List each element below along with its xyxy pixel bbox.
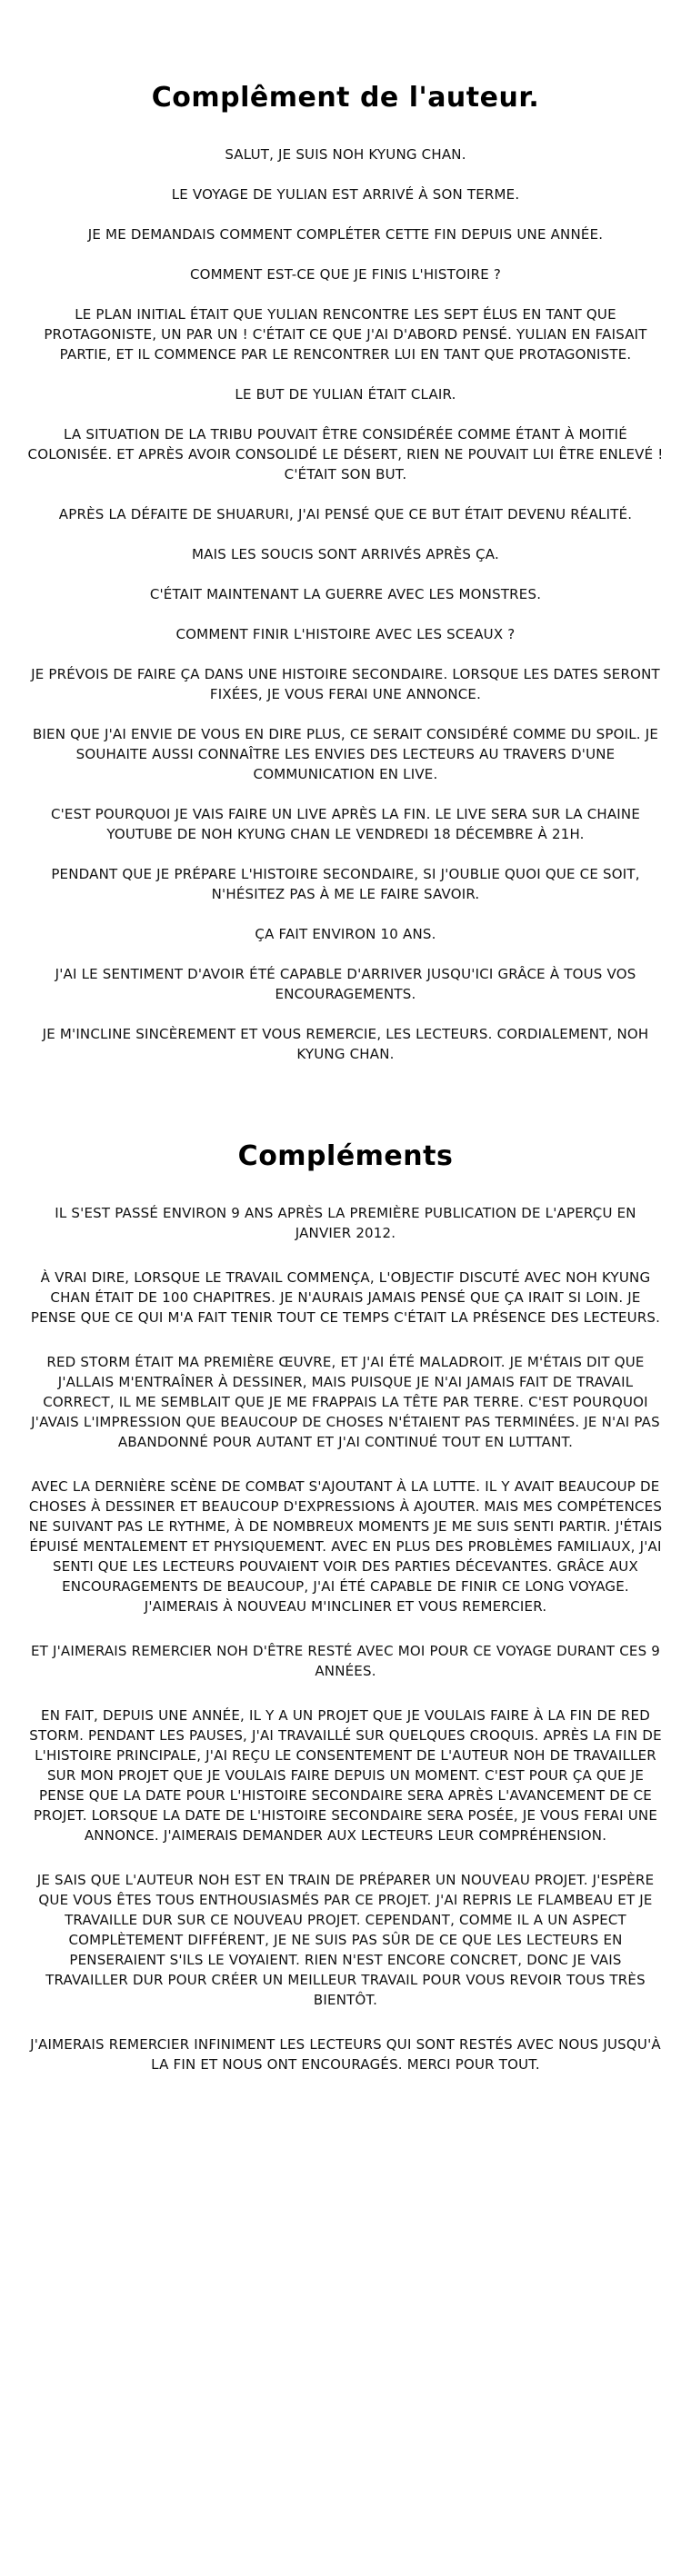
complements-paragraph: À VRAI DIRE, LORSQUE LE TRAVAIL COMMENÇA, L'OBJECTIF DISCUTÉ AVEC NOH KYUNG CHAN ÉTAIT DE 100 CHAPITRES. JE N'AURAIS JAMAIS PENSÉ QUE ÇA IRAIT SI LOIN. JE PENSE QUE CE QUI M'A FAIT TENIR TOUT CE TEMPS C'ÉTAIT LA PRÉSENCE DES LECTEURS. xyxy=(30,1269,661,1326)
author-paragraph: SALUT, JE SUIS NOH KYUNG CHAN. xyxy=(225,146,466,163)
complements-paragraph: AVEC LA DERNIÈRE SCÈNE DE COMBAT S'AJOUTANT À LA LUTTE. IL Y AVAIT BEAUCOUP DE CHOSES À DESSINER ET BEAUCOUP D'EXPRESSIONS À AJOUTER. MAIS MES COMPÉTENCES NE SUIVANT PAS LE RYTHME, À DE NOMBREUX MOMENTS JE ME SUIS SENTI PARTIR. J'ÉTAIS ÉPUISÉ MENTALEMENT ET PHYSIQUEMENT. AVEC EN PLUS DES PROBLÈMES FAMILIAUX, J'AI SENTI QUE LES LECTEURS POUVAIENT VOIR DES PARTIES DÉCEVANTES. GRÂCE AUX ENCOURAGEMENTS DE BEAUCOUP, J'AI ÉTÉ CAPABLE DE FINIR CE LONG VOYAGE. J'AIMERAIS À NOUVEAU M'INCLINER ET VOUS REMERCIER. xyxy=(28,1478,663,1615)
complements-title: Compléments xyxy=(237,1140,454,1172)
author-paragraph: J'AI LE SENTIMENT D'AVOIR ÉTÉ CAPABLE D'ARRIVER JUSQU'ICI GRÂCE À TOUS VOS ENCOURAGEMENTS. xyxy=(55,966,636,1002)
author-note-title: Complêment de l'auteur. xyxy=(151,82,540,114)
author-paragraph: C'ÉTAIT MAINTENANT LA GUERRE AVEC LES MONSTRES. xyxy=(149,586,542,602)
author-paragraph: LE PLAN INITIAL ÉTAIT QUE YULIAN RENCONTRE LES SEPT ÉLUS EN TANT QUE PROTAGONISTE, UN PAR UN ! C'ÉTAIT CE QUE J'AI D'ABORD PENSÉ. YULIAN EN FAISAIT PARTIE, ET IL COMMENCE PAR LE RENCONTRER LUI EN TANT QUE PROTAGONISTE. xyxy=(44,306,647,363)
author-paragraph: BIEN QUE J'AI ENVIE DE VOUS EN DIRE PLUS, CE SERAIT CONSIDÉRÉ COMME DU SPOIL. JE SOUHAITE AUSSI CONNAÎTRE LES ENVIES DES LECTEURS AU TRAVERS D'UNE COMMUNICATION EN LIVE. xyxy=(32,726,659,782)
complements-section xyxy=(0,1140,691,2099)
author-paragraph: PENDANT QUE JE PRÉPARE L'HISTOIRE SECONDAIRE, SI J'OUBLIE QUOI QUE CE SOIT, N'HÉSITEZ PAS À ME LE FAIRE SAVOIR. xyxy=(51,866,640,902)
author-paragraph: APRÈS LA DÉFAITE DE SHUARURI, J'AI PENSÉ QUE CE BUT ÉTAIT DEVENU RÉALITÉ. xyxy=(58,506,633,522)
complements-paragraph: EN FAIT, DEPUIS UNE ANNÉE, IL Y A UN PROJET QUE JE VOULAIS FAIRE À LA FIN DE RED STORM. PENDANT LES PAUSES, J'AI TRAVAILLÉ SUR QUELQUES CROQUIS. APRÈS LA FIN DE L'HISTOIRE PRINCIPALE, J'AI REÇU LE CONSENTEMENT DE L'AUTEUR NOH DE TRAVAILLER SUR MON PROJET QUE JE VOULAIS FAIRE DEPUIS UN MOMENT. C'EST POUR ÇA QUE JE PENSE QUE LA DATE POUR L'HISTOIRE SECONDAIRE SERA APRÈS L'AVANCEMENT DE CE PROJET. LORSQUE LA DATE DE L'HISTOIRE SECONDAIRE SERA POSÉE, JE VOUS FERAI UNE ANNONCE. J'AIMERAIS DEMANDER AUX LECTEURS LEUR COMPRÉHENSION. xyxy=(29,1707,662,1844)
author-paragraph: MAIS LES SOUCIS SONT ARRIVÉS APRÈS ÇA. xyxy=(192,546,499,562)
author-paragraph: LE VOYAGE DE YULIAN EST ARRIVÉ À SON TERME. xyxy=(171,186,520,203)
complements-paragraph: J'AIMERAIS REMERCIER INFINIMENT LES LECTEURS QUI SONT RESTÉS AVEC NOUS JUSQU'À LA FIN ET NOUS ONT ENCOURAGÉS. MERCI POUR TOUT. xyxy=(30,2036,661,2073)
complements-paragraph: ET J'AIMERAIS REMERCIER NOH D'ÊTRE RESTÉ AVEC MOI POUR CE VOYAGE DURANT CES 9 ANNÉES. xyxy=(30,1643,661,1679)
author-paragraph: LE BUT DE YULIAN ÉTAIT CLAIR. xyxy=(235,386,456,403)
author-paragraph: LA SITUATION DE LA TRIBU POUVAIT ÊTRE CONSIDÉRÉE COMME ÉTANT À MOITIÉ COLONISÉE. ET APRÈS AVOIR CONSOLIDÉ LE DÉSERT, RIEN NE POUVAIT LUI ÊTRE ENLEVÉ ! C'ÉTAIT SON BUT. xyxy=(27,426,664,482)
author-paragraph: C'EST POURQUOI JE VAIS FAIRE UN LIVE APRÈS LA FIN. LE LIVE SERA SUR LA CHAINE YOUTUBE DE NOH KYUNG CHAN LE VENDREDI 18 DÉCEMBRE À 21H. xyxy=(50,806,641,842)
author-paragraph: COMMENT EST-CE QUE JE FINIS L'HISTOIRE ? xyxy=(189,266,502,283)
complements-paragraph: RED STORM ÉTAIT MA PREMIÈRE ŒUVRE, ET J'AI ÉTÉ MALADROIT. JE M'ÉTAIS DIT QUE J'ALLAIS M'ENTRAÎNER À DESSINER, MAIS PUISQUE JE N'AI JAMAIS FAIT DE TRAVAIL CORRECT, IL ME SEMBLAIT QUE JE ME FRAPPAIS LA TÊTE PAR TERRE. C'EST POURQUOI J'AVAIS L'IMPRESSION QUE BEAUCOUP DE CHOSES N'ÉTAIENT PAS TERMINÉES. JE N'AI PAS ABANDONNÉ POUR AUTANT ET J'AI CONTINUÉ TOUT EN LUTTANT. xyxy=(31,1354,660,1450)
author-note-section xyxy=(0,82,691,1084)
author-paragraph: JE ME DEMANDAIS COMMENT COMPLÉTER CETTE FIN DEPUIS UNE ANNÉE. xyxy=(87,226,604,243)
author-signature: JE M'INCLINE SINCÈREMENT ET VOUS REMERCIE, LES LECTEURS. CORDIALEMENT, NOH KYUNG CHAN. xyxy=(42,1026,649,1062)
author-paragraph: JE PRÉVOIS DE FAIRE ÇA DANS UNE HISTOIRE SECONDAIRE. LORSQUE LES DATES SERONT FIXÉES, JE VOUS FERAI UNE ANNONCE. xyxy=(31,666,660,702)
complements-paragraph: JE SAIS QUE L'AUTEUR NOH EST EN TRAIN DE PRÉPARER UN NOUVEAU PROJET. J'ESPÈRE QUE VOUS ÊTES TOUS ENTHOUSIASMÉS PAR CE PROJET. J'AI REPRIS LE FLAMBEAU ET JE TRAVAILLE DUR SUR CE NOUVEAU PROJET. CEPENDANT, COMME IL A UN ASPECT COMPLÈTEMENT DIFFÉRENT, JE NE SUIS PAS SÛR DE CE QUE LES LECTEURS EN PENSERAIENT S'ILS LE VOYAIENT. RIEN N'EST ENCORE CONCRET, DONC JE VAIS TRAVAILLER DUR POUR CRÉER UN MEILLEUR TRAVAIL POUR VOUS REVOIR TOUS TRÈS BIENTÔT. xyxy=(36,1872,655,2008)
author-paragraph: COMMENT FINIR L'HISTOIRE AVEC LES SCEAUX ? xyxy=(175,626,516,642)
author-paragraph: ÇA FAIT ENVIRON 10 ANS. xyxy=(255,926,436,942)
complements-paragraph: IL S'EST PASSÉ ENVIRON 9 ANS APRÈS LA PREMIÈRE PUBLICATION DE L'APERÇU EN JANVIER 2012. xyxy=(55,1205,636,1241)
